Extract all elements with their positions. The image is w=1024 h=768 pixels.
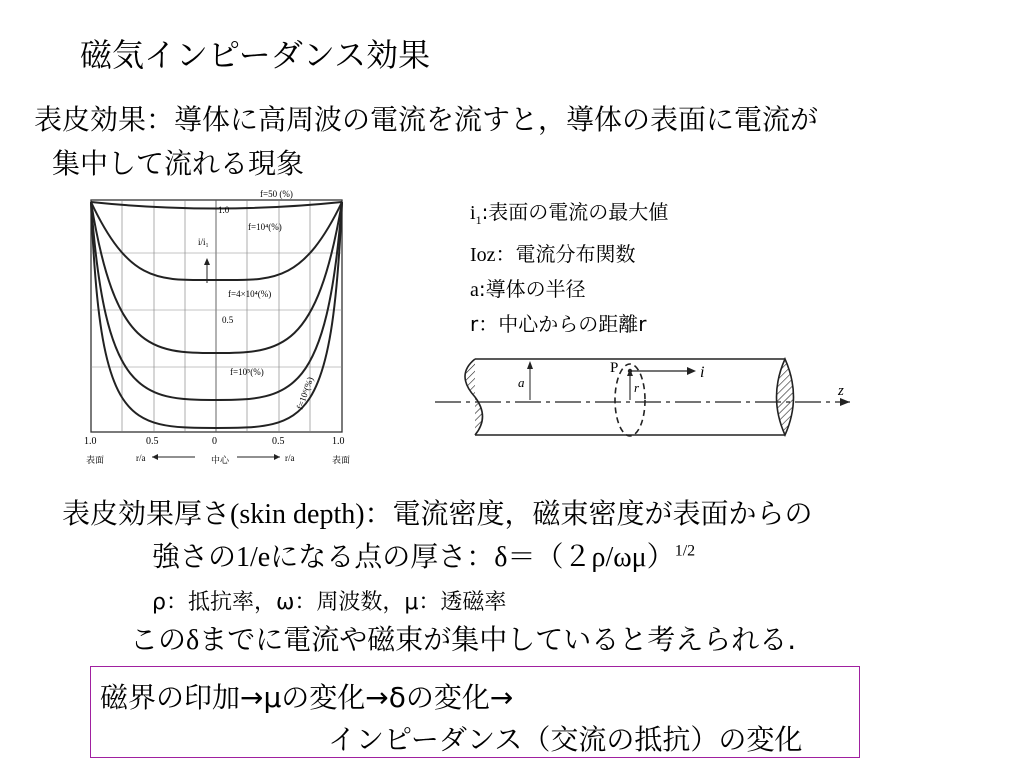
radius-label: a — [518, 375, 525, 390]
conclusion-a: この — [130, 623, 187, 656]
skin-depth-1e: 1/e — [236, 542, 271, 573]
skin-effect-definition-line2: 集中して流れる現象 — [52, 147, 305, 180]
wire-right-end — [777, 359, 794, 435]
curve-f1e5 — [91, 202, 342, 400]
slide-title: 磁気インピーダンス効果 — [80, 36, 431, 74]
formula-close: ） — [646, 540, 675, 573]
current-arrowhead — [687, 367, 696, 375]
conclusion-delta: δ — [186, 625, 200, 656]
z-axis-label: z — [838, 383, 844, 399]
x-tick-label: 1.0 — [332, 436, 345, 447]
skin-effect-definition-line1 — [34, 98, 818, 138]
legend-desc: :導体の半径 — [478, 277, 586, 301]
y-tick-label: 1.0 — [218, 205, 230, 215]
current-distribution-graph — [80, 185, 352, 475]
curve-label-f1e5: f=10⁵(%) — [230, 367, 264, 377]
skin-depth-desc: ：電流密度，磁束密度が表面からの — [364, 497, 813, 530]
curve-label-f4e4: f=4×10⁴(%) — [228, 289, 272, 299]
legend-item — [470, 195, 668, 237]
curve-label-f1e4: f=10⁴(%) — [248, 222, 282, 232]
summary-line1: 磁界の印加→μの変化→δの変化→ — [100, 681, 514, 714]
curve-f4e4 — [91, 202, 342, 353]
skin-depth-line2 — [152, 535, 695, 575]
symbol-legend — [470, 195, 668, 341]
conclusion-b: までに電流や磁束が集中していると考えられる. — [199, 623, 797, 656]
y-axis-label: i/i₁ — [198, 237, 209, 247]
curve-label-f1e6: f=10⁶(%) — [294, 375, 316, 411]
legend-symbol: a — [470, 279, 479, 301]
x-surface-left-label: 表面 — [86, 455, 105, 465]
y-label-arrowhead — [204, 258, 210, 265]
legend-symbol: i — [470, 202, 476, 224]
parameter-definitions: ρ：抵抗率，ω：周波数，μ：透磁率 — [152, 590, 507, 615]
distance-label: r — [634, 380, 640, 395]
x-tick-label: 0.5 — [272, 436, 285, 447]
legend-item — [470, 307, 668, 341]
wire-left-end — [465, 359, 483, 435]
z-arrowhead — [840, 398, 850, 406]
x-arrowhead-left — [152, 454, 158, 460]
legend-symbol: r — [470, 312, 479, 336]
skin-depth-line1 — [62, 492, 813, 532]
skin-effect-term: 表皮効果： — [34, 103, 175, 136]
x-tick-label: 0 — [212, 436, 217, 447]
x-arrowhead-right — [274, 454, 280, 460]
skin-depth-text-c: になる点の厚さ： — [270, 540, 495, 573]
wire-diagram — [430, 345, 870, 450]
x-axis-label-right: r/a — [285, 453, 295, 463]
skin-depth-en: (skin depth) — [230, 499, 365, 530]
formula-exponent: 1/2 — [674, 542, 696, 560]
y-tick-label: 0.5 — [222, 315, 234, 325]
x-surface-right-label: 表面 — [332, 455, 351, 465]
legend-desc: ：電流分布関数 — [495, 242, 636, 266]
legend-desc: :表面の電流の最大値 — [481, 200, 669, 224]
skin-effect-desc: 導体に高周波の電流を流すと，導体の表面に電流が — [174, 103, 819, 136]
x-center-label: 中心 — [211, 455, 230, 465]
curve-f50 — [91, 202, 342, 209]
legend-subscript: 1 — [475, 213, 482, 227]
curve-label-f50: f=50 (%) — [260, 189, 293, 199]
x-axis-label-left: r/a — [136, 453, 146, 463]
point-p-label: P — [610, 360, 619, 376]
formula-rho-omega-mu: ρ/ωμ — [591, 542, 647, 573]
formula-eq: ＝（２ — [507, 540, 592, 573]
skin-depth-text-a: 強さの — [152, 540, 237, 573]
legend-symbol: Ioz — [470, 244, 496, 266]
legend-item — [470, 237, 668, 272]
summary-line2: インピーダンス（交流の抵抗）の変化 — [328, 723, 803, 756]
current-label: i — [700, 364, 705, 381]
radius-arrowhead — [527, 361, 533, 369]
curve-f1e4 — [91, 202, 342, 280]
x-tick-label: 0.5 — [146, 436, 159, 447]
point-p — [628, 369, 632, 373]
x-tick-label: 1.0 — [84, 436, 97, 447]
skin-depth-term: 表皮効果厚さ — [62, 497, 231, 530]
conclusion-text — [130, 618, 796, 658]
legend-item — [470, 272, 668, 307]
legend-desc: ：中心からの距離r — [478, 312, 647, 336]
formula-delta: δ — [494, 542, 508, 573]
